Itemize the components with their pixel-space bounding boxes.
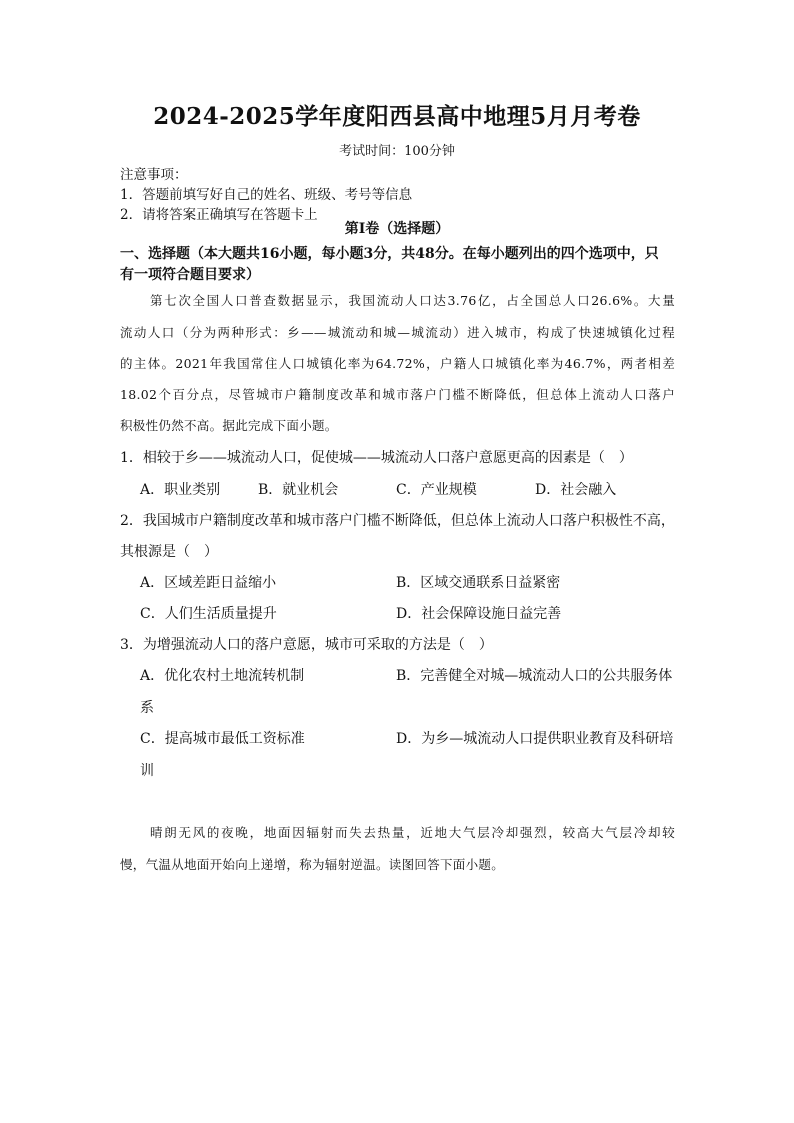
passage1-line3: 的主体。2021年我国常住人口城镇化率为64.72%，户籍人口城镇化率为46.7%，两者相差 [120,356,675,371]
question-1-option-a: A．职业类别 [140,482,221,498]
question-2-stem-line1: 2．我国城市户籍制度改革和城市落户门槛不断降低，但总体上流动人口落户积极性不高， [120,513,675,529]
passage2-line1: 晴朗无风的夜晚，地面因辐射而失去热量，近地大气层冷却强烈，较高大气层冷却较 [150,825,675,840]
question-3-option-c: C．提高城市最低工资标准 [140,731,305,747]
question-3-option-b: B．完善健全对城—城流动人口的公共服务体 [396,668,673,684]
note-item-1: 1．答题前填写好自己的姓名、班级、考号等信息 [120,187,413,203]
passage1-line2: 流动人口（分为两种形式：乡——城流动和城—城流动）进入城市，构成了快速城镇化过程 [120,325,675,340]
question-1-stem: 1．相较于乡——城流动人口，促使城——城流动人口落户意愿更高的因素是（ ） [120,450,633,466]
question-3-option-a: A．优化农村土地流转机制 [140,668,305,684]
question-1-option-d: D．社会融入 [535,482,617,498]
question-1-option-c: C．产业规模 [396,482,477,498]
section-title: 第I卷（选择题） [344,221,450,237]
passage1-line1: 第七次全国人口普查数据显示，我国流动人口达3.76亿，占全国总人口26.6%。大量 [150,293,675,308]
passage2-line2: 慢，气温从地面开始向上递增，称为辐射逆温。读图回答下面小题。 [120,857,505,872]
question-2-stem-line2: 其根源是（ ） [120,544,218,560]
note-item-2: 2．请将答案正确填写在答题卡上 [120,207,318,223]
question-2-option-c: C．人们生活质量提升 [140,606,277,622]
question-3-option-d-continued: 训 [140,763,154,779]
exam-time: 考试时间：100分钟 [339,144,455,159]
section-heading-line1: 一、选择题（本大题共16小题，每小题3分，共48分。在每小题列出的四个选项中，只 [120,246,659,262]
question-2-option-d: D．社会保障设施日益完善 [396,606,562,622]
question-3-option-d: D．为乡—城流动人口提供职业教育及科研培 [396,731,674,747]
question-2-option-a: A．区域差距日益缩小 [140,575,277,591]
question-3-option-b-continued: 系 [140,700,154,716]
notes-heading: 注意事项： [120,167,188,183]
question-1-option-b: B．就业机会 [258,482,339,498]
question-2-option-b: B．区域交通联系日益紧密 [396,575,561,591]
exam-title: 2024-2025学年度阳西县高中地理5月月考卷 [153,103,641,130]
passage1-line4: 18.02个百分点，尽管城市户籍制度改革和城市落户门槛不断降低，但总体上流动人口落户 [120,387,675,402]
passage1-line5: 积极性仍然不高。据此完成下面小题。 [120,418,338,433]
question-3-stem: 3．为增强流动人口的落户意愿，城市可采取的方法是（ ） [120,637,493,653]
section-heading-line2: 有一项符合题目要求） [120,267,260,283]
